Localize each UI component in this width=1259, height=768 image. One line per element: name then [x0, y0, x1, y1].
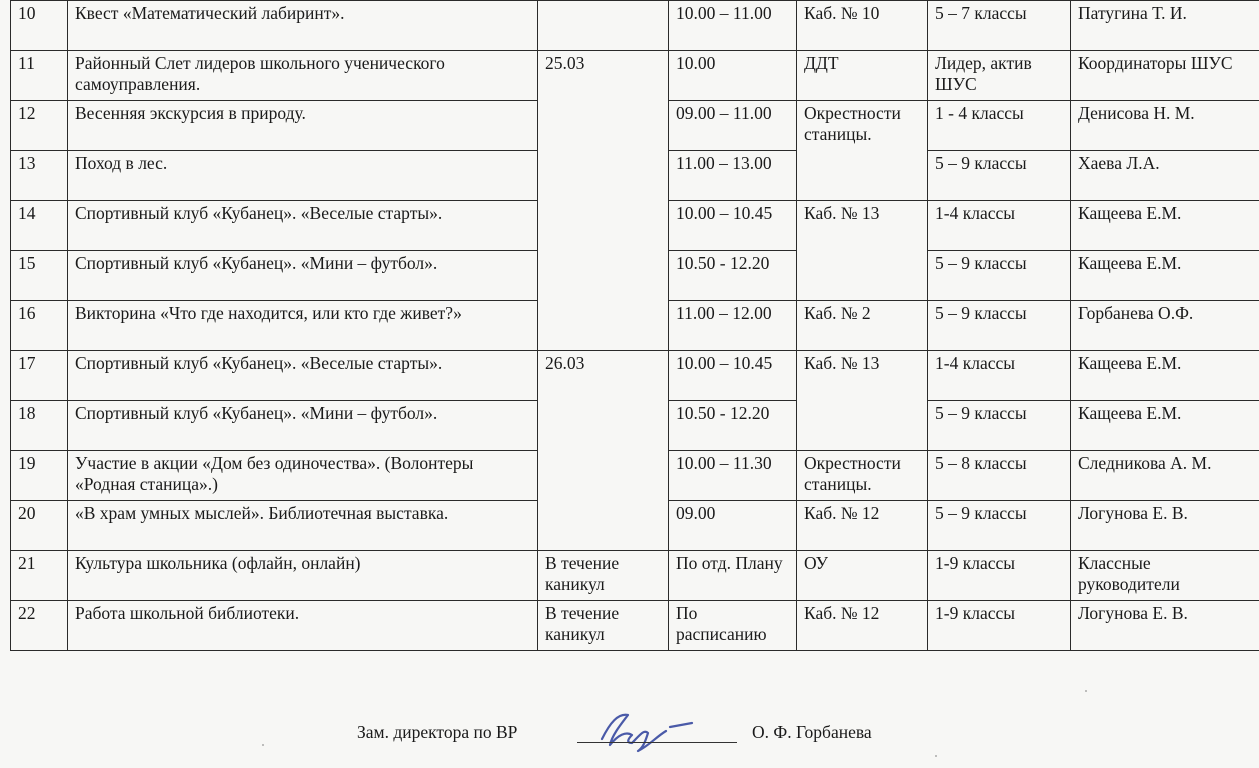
row-number: 18: [11, 401, 68, 451]
scan-speck: [1085, 690, 1087, 692]
participants-cell: 5 – 9 классы: [928, 401, 1071, 451]
time-cell: 10.00 – 10.45: [669, 201, 797, 251]
row-number: 22: [11, 601, 68, 651]
scan-speck: [935, 755, 937, 757]
responsible-cell: Денисова Н. М.: [1071, 101, 1259, 151]
row-number: 19: [11, 451, 68, 501]
row-number: 16: [11, 301, 68, 351]
participants-cell: 1-4 классы: [928, 351, 1071, 401]
participants-cell: 5 – 7 классы: [928, 1, 1071, 51]
row-number: 13: [11, 151, 68, 201]
date-cell: 25.03: [538, 51, 669, 351]
responsible-cell: Патугина Т. И.: [1071, 1, 1259, 51]
place-cell: Каб. № 12: [797, 601, 928, 651]
date-cell: [538, 1, 669, 51]
event-cell: Спортивный клуб «Кубанец». «Веселые старты».: [68, 351, 538, 401]
row-number: 11: [11, 51, 68, 101]
time-cell: 09.00 – 11.00: [669, 101, 797, 151]
event-cell: Квест «Математический лабиринт».: [68, 1, 538, 51]
responsible-cell: Кащеева Е.М.: [1071, 401, 1259, 451]
table-row: [11, 351, 1259, 401]
place-cell: Каб. № 2: [797, 301, 928, 351]
event-cell: Участие в акции «Дом без одиночества». (Волонтеры «Родная станица».): [68, 451, 538, 501]
scan-speck: [262, 744, 264, 746]
document-sheet: [10, 0, 1259, 651]
row-number: 17: [11, 351, 68, 401]
event-cell: Спортивный клуб «Кубанец». «Веселые старты».: [68, 201, 538, 251]
time-cell: 10.50 - 12.20: [669, 401, 797, 451]
place-cell: ОУ: [797, 551, 928, 601]
handwritten-signature: [588, 705, 708, 755]
place-cell: Каб. № 12: [797, 501, 928, 551]
time-cell: По расписанию: [669, 601, 797, 651]
event-cell: Районный Слет лидеров школьного ученического самоуправления.: [68, 51, 538, 101]
responsible-cell: Хаева Л.А.: [1071, 151, 1259, 201]
row-number: 20: [11, 501, 68, 551]
time-cell: 10.00 – 11.00: [669, 1, 797, 51]
time-cell: 10.50 - 12.20: [669, 251, 797, 301]
event-cell: Спортивный клуб «Кубанец». «Мини – футбол».: [68, 251, 538, 301]
time-cell: 09.00: [669, 501, 797, 551]
responsible-cell: Логунова Е. В.: [1071, 601, 1259, 651]
row-number: 14: [11, 201, 68, 251]
participants-cell: 1-4 классы: [928, 201, 1071, 251]
place-cell: Каб. № 13: [797, 201, 928, 301]
participants-cell: 1 - 4 классы: [928, 101, 1071, 151]
participants-cell: 1-9 классы: [928, 601, 1071, 651]
table-row: [11, 51, 1259, 101]
time-cell: 10.00 – 10.45: [669, 351, 797, 401]
signatory-name: О. Ф. Горбанева: [752, 722, 872, 742]
participants-cell: 1-9 классы: [928, 551, 1071, 601]
participants-cell: 5 – 9 классы: [928, 251, 1071, 301]
row-number: 21: [11, 551, 68, 601]
event-cell: Весенняя экскурсия в природу.: [68, 101, 538, 151]
place-cell: Каб. № 13: [797, 351, 928, 451]
participants-cell: 5 – 9 классы: [928, 301, 1071, 351]
place-cell: Окрестности станицы.: [797, 451, 928, 501]
place-cell: ДДТ: [797, 51, 928, 101]
participants-cell: 5 – 9 классы: [928, 501, 1071, 551]
date-cell: В течение каникул: [538, 601, 669, 651]
event-cell: Викторина «Что где находится, или кто где живет?»: [68, 301, 538, 351]
schedule-table: [10, 0, 1259, 651]
table-row: [11, 1, 1259, 51]
table-row: [11, 551, 1259, 601]
responsible-cell: Кащеева Е.М.: [1071, 351, 1259, 401]
date-cell: 26.03: [538, 351, 669, 551]
responsible-cell: Координаторы ШУС: [1071, 51, 1259, 101]
time-cell: 11.00 – 12.00: [669, 301, 797, 351]
signature-block: [0, 715, 1259, 755]
time-cell: 10.00: [669, 51, 797, 101]
responsible-cell: Горбанева О.Ф.: [1071, 301, 1259, 351]
participants-cell: Лидер, актив ШУС: [928, 51, 1071, 101]
responsible-cell: Кащеева Е.М.: [1071, 201, 1259, 251]
event-cell: Поход в лес.: [68, 151, 538, 201]
responsible-cell: Классные руководители: [1071, 551, 1259, 601]
row-number: 12: [11, 101, 68, 151]
time-cell: По отд. Плану: [669, 551, 797, 601]
event-cell: Работа школьной библиотеки.: [68, 601, 538, 651]
row-number: 10: [11, 1, 68, 51]
date-cell: В течение каникул: [538, 551, 669, 601]
event-cell: Спортивный клуб «Кубанец». «Мини – футбол».: [68, 401, 538, 451]
event-cell: «В храм умных мыслей». Библиотечная выставка.: [68, 501, 538, 551]
row-number: 15: [11, 251, 68, 301]
place-cell: Каб. № 10: [797, 1, 928, 51]
place-cell: Окрестности станицы.: [797, 101, 928, 201]
responsible-cell: Логунова Е. В.: [1071, 501, 1259, 551]
responsible-cell: Кащеева Е.М.: [1071, 251, 1259, 301]
event-cell: Культура школьника (офлайн, онлайн): [68, 551, 538, 601]
time-cell: 11.00 – 13.00: [669, 151, 797, 201]
responsible-cell: Следникова А. М.: [1071, 451, 1259, 501]
participants-cell: 5 – 9 классы: [928, 151, 1071, 201]
table-row: [11, 601, 1259, 651]
participants-cell: 5 – 8 классы: [928, 451, 1071, 501]
signatory-position: Зам. директора по ВР: [357, 722, 518, 742]
time-cell: 10.00 – 11.30: [669, 451, 797, 501]
signature-line: [577, 742, 737, 743]
